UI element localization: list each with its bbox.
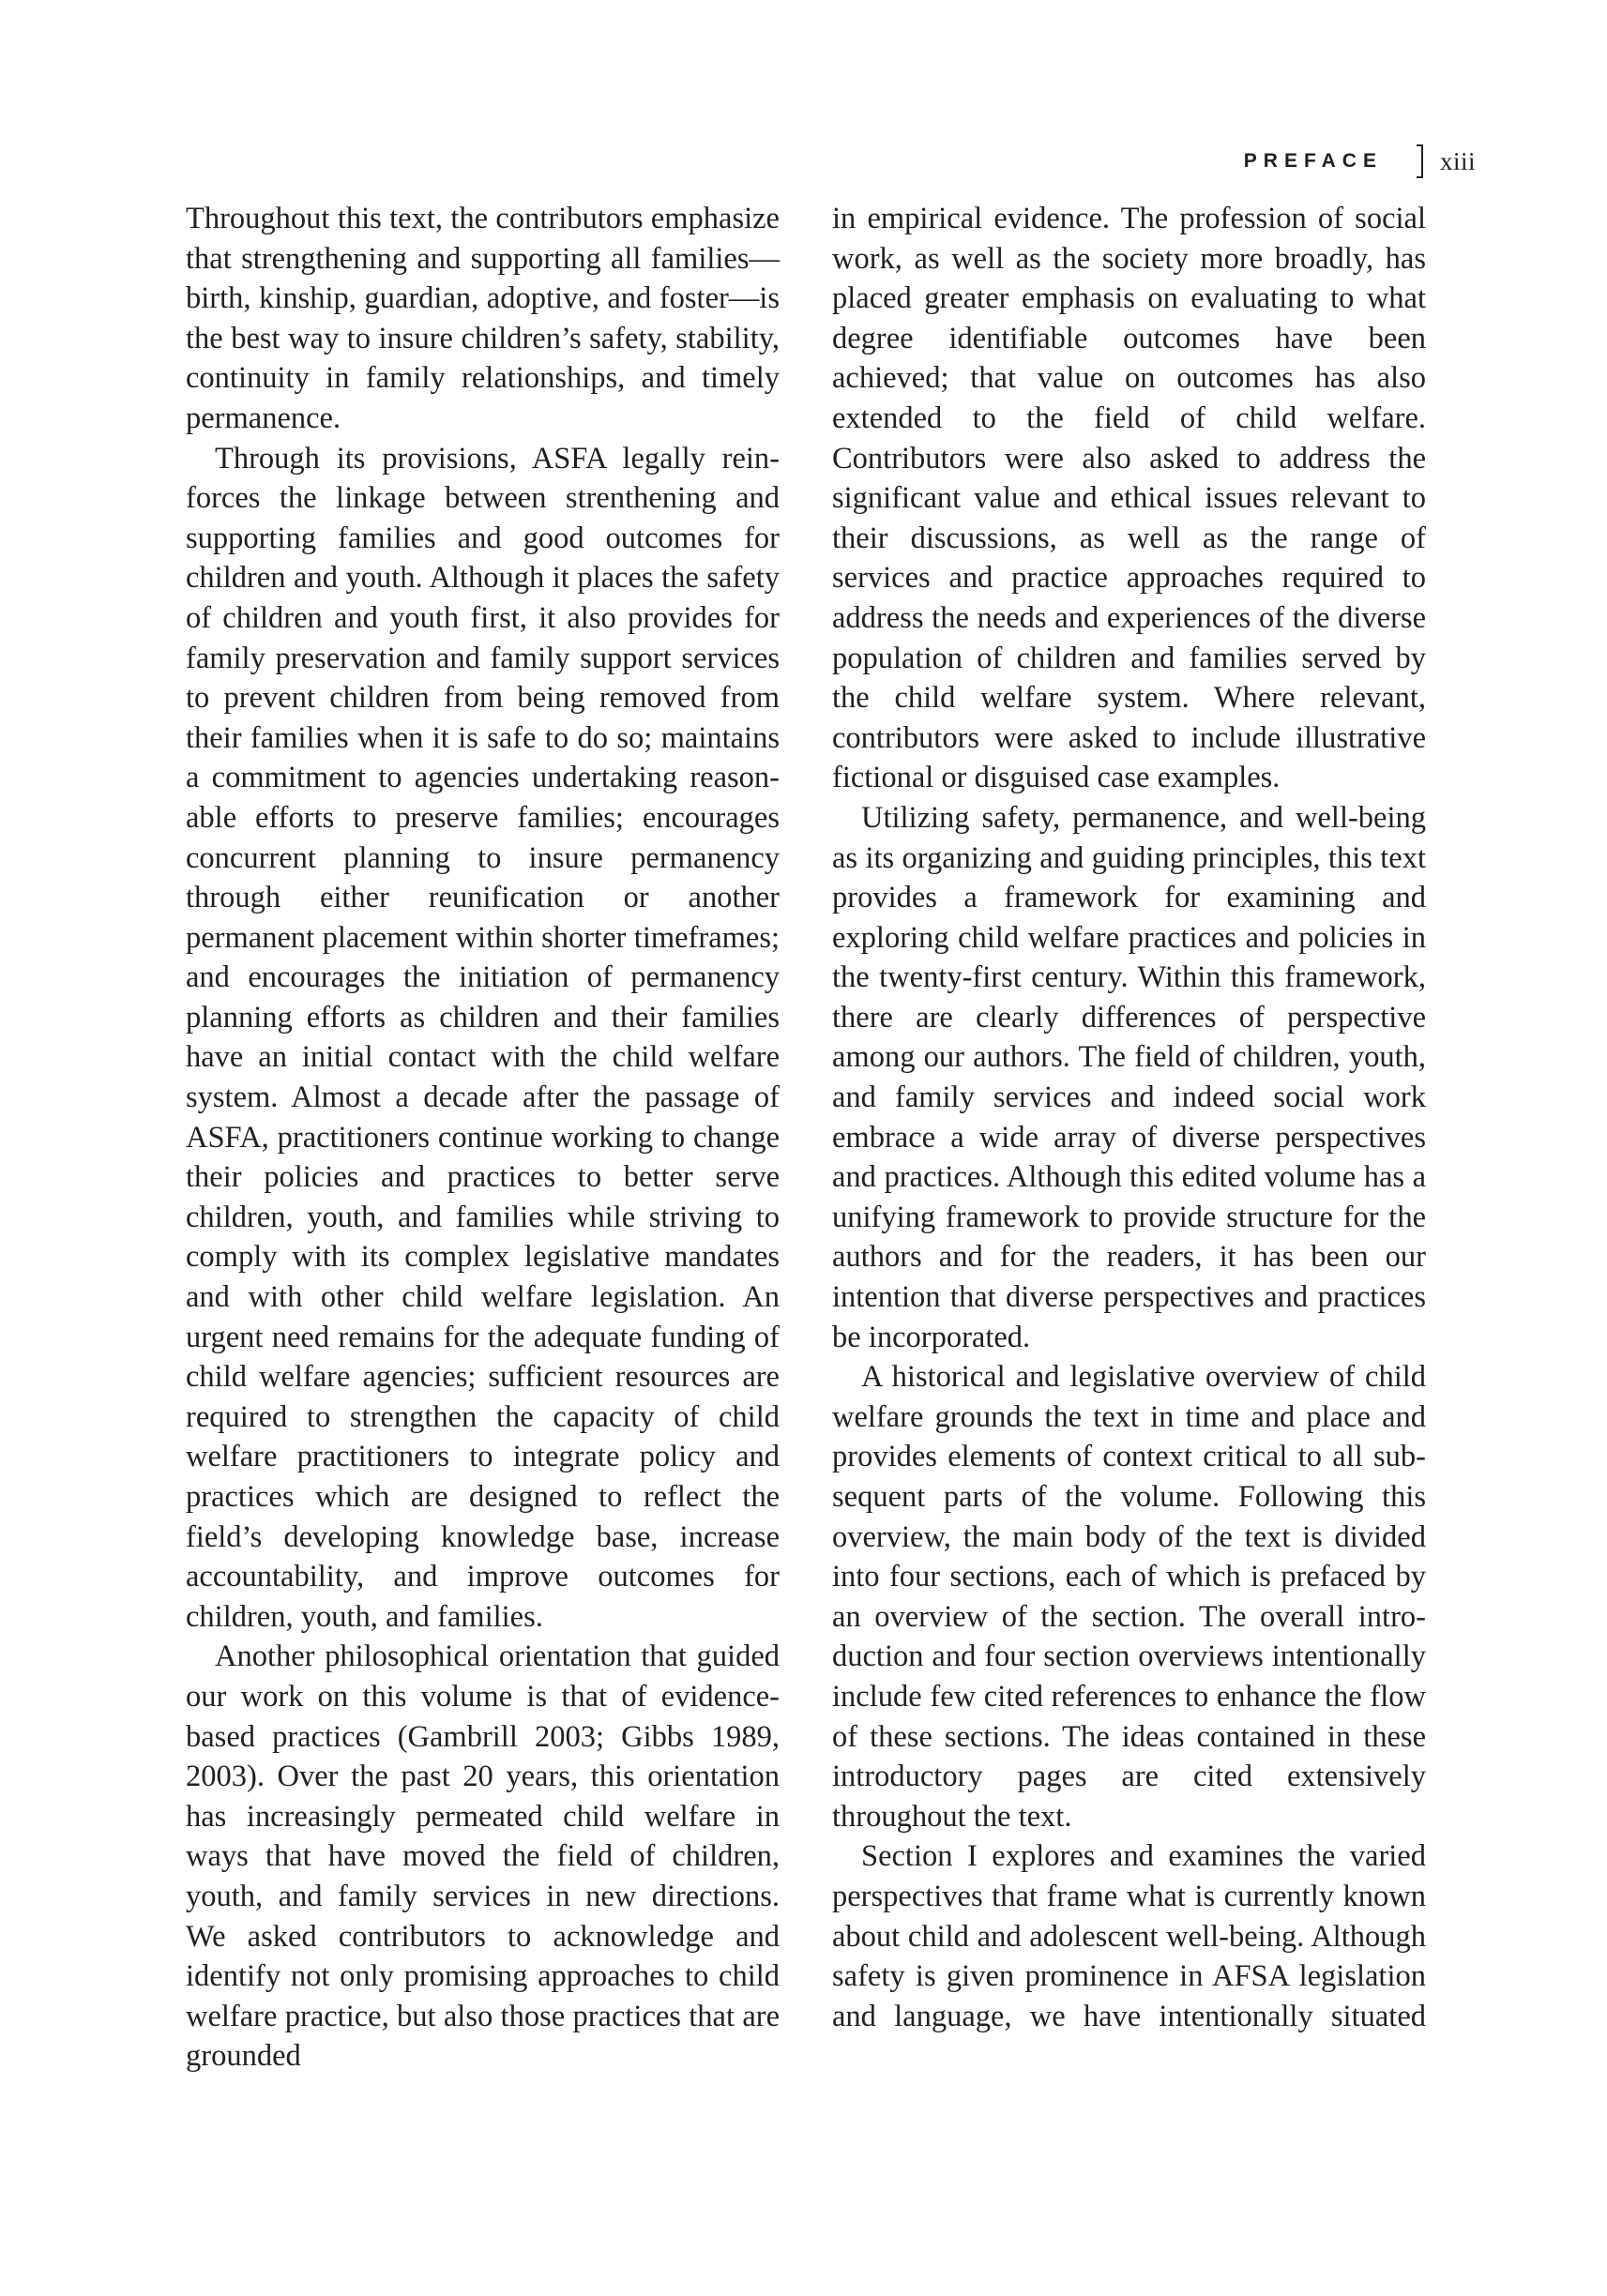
body-paragraph: Section I explores and examines the varied perspectives that frame what is currently known about child and adolescent well-being. Although safety is given prominence in AFSA legislation and language, we have intentionally situated — [832, 1839, 1426, 2033]
running-head — [1244, 143, 1476, 180]
running-head-section-title: PREFACE — [1243, 150, 1383, 172]
body-paragraph: in empirical evidence. The profession of social work, as well as the society more broadly, has placed greater emphasis on evaluating to what degree identifiable outcomes have been achieved; that value on outcomes has also extended to the field of child welfare. Contributors were also asked to address the significant value and ethical issues relevant to their discussions, as well as the range of services and practice approaches required to address the needs and experiences of the diverse population of children and families served by the child welfare system. Where relevant, contributors were asked to include illustrative fictional or disguised case examples. — [832, 202, 1426, 795]
body-paragraph: Throughout this text, the contributors emphasize that strengthening and supporting all families—birth, kinship, guardian, adoptive, and foster—is the best way to insure children’s safety, stability, continuity in family relationships, and timely permanence. — [186, 202, 780, 435]
left-text-column — [186, 199, 780, 2077]
body-paragraph: A historical and legislative overview of child welfare grounds the text in time and place and provides elements of context critical to all subsequent parts of the volume. Following this overview, the main body of the text is divided into four sections, each of which is prefaced by an overview of the section. The overall introduction and four section overviews intentionally include few cited references to enhance the flow of these sections. The ideas contained in these introductory pages are cited extensively throughout the text. — [832, 1360, 1426, 1834]
body-paragraph: Through its provisions, ASFA legally reinforces the linkage between strenthening and supporting families and good outcomes for children and youth. Although it places the safety of children and youth first, it also provides for family preservation and family support services to prevent children from being removed from their families when it is safe to do so; maintains a commitment to agencies undertaking reasonable efforts to preserve families; encourages concurrent planning to insure permanency through either reunification or another permanent placement within shorter timeframes; and encourages the initiation of permanency planning efforts as children and their families have an initial contact with the child welfare system. Almost a decade after the passage of ASFA, practitioners continue working to change their policies and practices to better serve children, youth, and families while striving to comply with its complex legislative mandates and with other child welfare legislation. An urgent need remains for the adequate funding of child welfare agencies; sufficient resources are required to strengthen the capacity of child welfare practitioners to integrate policy and practices which are designed to reflect the field’s developing knowledge base, increase accountability, and improve outcomes for children, youth, and families. — [186, 441, 780, 1634]
right-text-column — [832, 199, 1426, 2036]
page-number: xiii — [1439, 146, 1476, 175]
bracket-divider-icon — [1417, 144, 1423, 178]
body-paragraph: Utilizing safety, permanence, and well-being as its organizing and guiding principles, this text provides a framework for examining and exploring child welfare practices and policies in the twenty-first century. Within this framework, there are clearly differences of perspective among our authors. The field of children, youth, and family services and indeed social work embrace a wide array of diverse perspectives and practices. Although this edited volume has a unifying framework to provide structure for the authors and for the readers, it has been our intention that diverse perspectives and practices be incorporated. — [832, 800, 1426, 1354]
body-paragraph: Another philosophical orientation that guided our work on this volume is that of evidence-based practices (Gambrill 2003; Gibbs 1989, 2003). Over the past 20 years, this orientation has increasingly permeated child welfare in ways that have moved the field of children, youth, and family services in new directions. We asked contributors to acknowledge and identify not only promising approaches to child welfare practice, but also those practices that are grounded — [186, 1639, 780, 2074]
